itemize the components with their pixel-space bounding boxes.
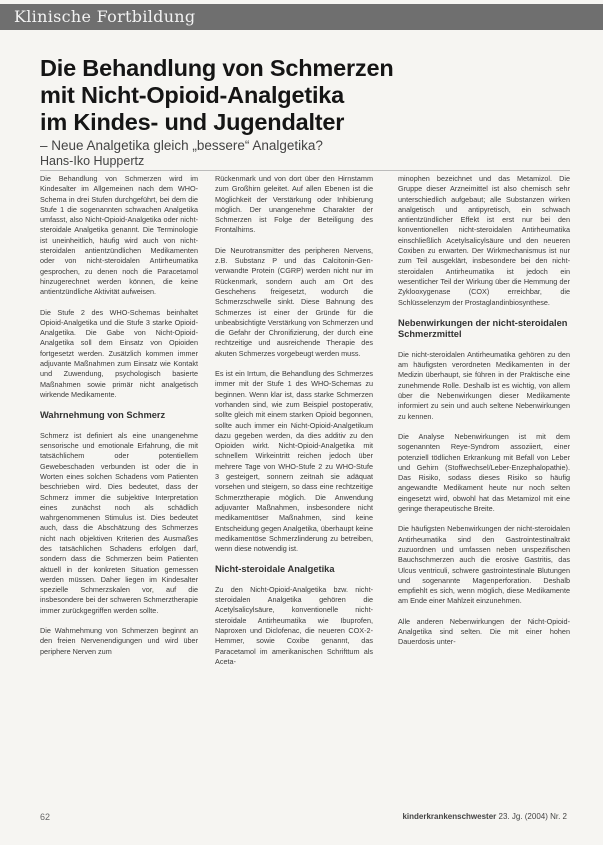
section-heading: Wahrnehmung von Schmerz <box>40 410 166 421</box>
journal-name: kinderkrankenschwester <box>402 812 497 821</box>
paragraph: Rückenmark und von dort über den Hirnstamm zum Großhirn geleitet. Auf allen Ebenen ist die Möglichkeit der Verstärkung oder Inhibierung möglich. Der unangenehme Charakter der Schmerzen ist Folge der Beteiligung des Frontalhirns. <box>215 174 373 235</box>
page-number: 62 <box>40 812 51 822</box>
paragraph: Schmerz ist definiert als eine unangenehme sensorische und emotionale Erfahrung, die mit tatsächlichem oder potentiellem Gewebeschaden verbunden ist oder die in Worten eines solchen Schadens vom Patienten beschrieben wird. Dies bedeutet, dass der Schmerz immer die subjektive Interpretation eines zunächst noch als schädlich wahrgenommenen Stimulus ist. Dies bedeutet auch, dass die Abschätzung des Schmerzes nicht nach objektiven Kriterien des Ausmaßes des tatsächlichen Schadens erfolgen darf, sondern dass die Schmerzen beim Patienten aktuell in der konkreten Situation gemessen werden müssen. Daher liegen im Kindesalter spezielle Schmerzskalen vor, auf die insbesondere bei der schweren Schmerztherapie immer zurückgegriffen werden sollte. <box>40 430 198 615</box>
header-divider <box>40 170 570 171</box>
text-column-3 <box>398 174 570 658</box>
title-line: mit Nicht-Opioid-Analgetika <box>40 82 345 108</box>
paragraph: Die Neurotransmitter des peripheren Nervens, z.B. Substanz P und das Calcitonin-Gen-verwandte Protein (CGRP) werden nicht nur im Rückenmark, sondern auch am Ort des Geschehens freigesetzt, wodurch die Schmerzschwelle sinkt. Diese Bahnung des Schmerzes ist einer der Gründe für die unbeabsichtigte Verstärkung von Schmerzen und die Gefahr der Chronifizierung, der durch eine rechtzeitige und ausreichende Therapie des akuten Schmerzes vorgebeugt werden muss. <box>215 245 373 358</box>
section-heading: Nebenwirkungen der nicht-steroidalen Schmerzmittel <box>398 317 568 340</box>
text-column-1 <box>40 174 198 667</box>
article-author: Hans-Iko Huppertz <box>40 154 145 168</box>
section-label: Klinische Fortbildung <box>14 7 196 26</box>
paragraph: Es ist ein Irrtum, die Behandlung des Schmerzes immer mit der Stufe 1 des WHO-Schemas zu beginnen. Wenn klar ist, dass starke Schmerzen vorhanden sind, wie zum Beispiel postoperativ, sollte gleich mit einem starken Opioid begonnen, sollte auch immer ein Nicht-Opioid-Analgetikum dazu gegeben werden, da dies additiv zu den Opioiden wirkt. Nicht-Opioid-Analgetika mit schnellem Wirkeintritt reichen jedoch über mehrere Tage von WHO-Stufe 2 zu WHO-Stufe 3 gesteigert, sonnern zeitnah sie adäquat vorsehen und steigern, so dass eine rechtzeitige Schmerztherapie möglich. Die Anwendung adjuvanter Maßnahmen, insbesondere nicht medikamentöser Maßnahmen, sind keine Entscheidung gegen Analgetika, überhaupt keine medikamentöse Schmerzlinderung zu betreiben, wenn diese notwendig ist. <box>215 369 373 554</box>
section-header-bar <box>0 4 603 30</box>
paragraph: Die Analyse Nebenwirkungen ist mit dem sogenannten Reye-Syndrom assoziiert, einer potenziell tödlichen Erkrankung mit Befall von Leber und Gehirn (Stoffwechsel/Leber-Enzephalopathie). Das Risiko, sodass dieses Risiko so häufig angewandte Medikament heute nur noch selten eingesetzt wird, obwohl hat das Metamizol mit eine geringe therapeutische Breite. <box>398 431 570 514</box>
text-column-2 <box>215 174 373 677</box>
paragraph: Alle anderen Nebenwirkungen der Nicht-Opioid-Analgetika sind selten. Die mit einer hohen Dauerdosis unter- <box>398 616 570 647</box>
article-subtitle: – Neue Analgetika gleich „bessere“ Analgetika? <box>40 138 323 153</box>
paragraph: Die Wahrnehmung von Schmerzen beginnt an den freien Nervenendigungen und wird über periphere Nerven zum <box>40 626 198 656</box>
paragraph: Die Stufe 2 des WHO-Schemas beinhaltet Opioid-Analgetika und die Stufe 3 starke Opioid-Analgetika. Die Gabe von Nicht-Opioid-Analgetika soll dem Einsatz von Opioiden fortgesetzt werden. Zusätzlich kommen immer adjuvante Maßnahmen zum Einsatz wie Kontakt und Zuwendung, psychologisch basierte Maßnahmen sowie primär nicht analgetisch wirkende Medikamente. <box>40 307 198 399</box>
article-title <box>40 55 560 136</box>
title-line: Die Behandlung von Schmerzen <box>40 55 394 81</box>
paragraph: Zu den Nicht-Opioid-Analgetika bzw. nicht-steroidalen Analgetika gehören die Acetylsalicylsäure, konventionelle nicht-steroidale Antirheumatika wie Ibuprofen, Naproxen und Diclofenac, die neueren COX-2-Hemmer, sowie Coxibe genannt, das Paracetamol im amerikanischen Schrifttum als Aceta- <box>215 584 373 666</box>
section-heading: Nicht-steroidale Analgetika <box>215 564 335 575</box>
journal-footer <box>402 812 567 821</box>
paragraph: Die häufigsten Nebenwirkungen der nicht-steroidalen Antirheumatika sind den Gastrointestinaltrakt zuzuordnen und umfassen neben unspezifischen Bauchschmerzen auch die erosive Gastritis, das Ulcus ventriculi, schwere gastrointestinale Blutungen und sogenannte Magenperforation. Deshalb empfiehlt es sich, wenn möglich, diese Medikamente am Ende einer Mahlzeit einzunehmen. <box>398 524 570 606</box>
paragraph: minophen bezeichnet und das Metamizol. Die Gruppe dieser Arzneimittel ist also chemisch sehr unterschiedlich aufgebaut; alle Substanzen wirken analgetisch und antipyretisch, ein schwach antientzündlicher Effekt ist erst nur bei den konventionellen nicht-steroidalen Antirheumatika einschließlich Acetylsalicylsäure und den neueren Coxiben zu erwarten. Der Wirkmechanismus ist nur zum Teil ausgeklärt, insbesondere bei den nicht-steroidalen Antirheumatika ist jedoch ein wesentlicher Teil der Wirkung über die Hemmung der Zyklooxygenase (COX) erreichbar, die Schlüsselenzym der Prostaglandinbiosynthese. <box>398 174 570 307</box>
paragraph: Die Behandlung von Schmerzen wird im Kindesalter im Allgemeinen nach dem WHO-Schema in drei Stufen durchgeführt, bei dem die Stufe 1 die sogenannten schwachen Analgetika umfasst, also Nicht-Opioid-Analgetika oder nicht-steroidale Analgetika genannt. Die Terminologie ist uneinheitlich, häufig wird auch von nicht-steroidalen antientzündlichen Medikamenten oder von nicht-steroidalen Antirheumatika gesprochen, zu denen noch die Paracetamol hinzugerechnet werden können, die keine antientzündliche Aktivität aufweisen. <box>40 174 198 297</box>
title-line: im Kindes- und Jugendalter <box>40 109 345 135</box>
paragraph: Die nicht-steroidalen Antirheumatika gehören zu den am häufigsten verordneten Medikamenten in der Medizin überhaupt, sie führen in der Praktische eine zunehmende Rolle. Deshalb ist es wichtig, von allem über die Nebenwirkungen dieser Medikamente informiert zu sein und auch seltene Nebenwirkungen zu kennen. <box>398 349 570 421</box>
journal-issue: 23. Jg. (2004) Nr. 2 <box>498 812 567 821</box>
